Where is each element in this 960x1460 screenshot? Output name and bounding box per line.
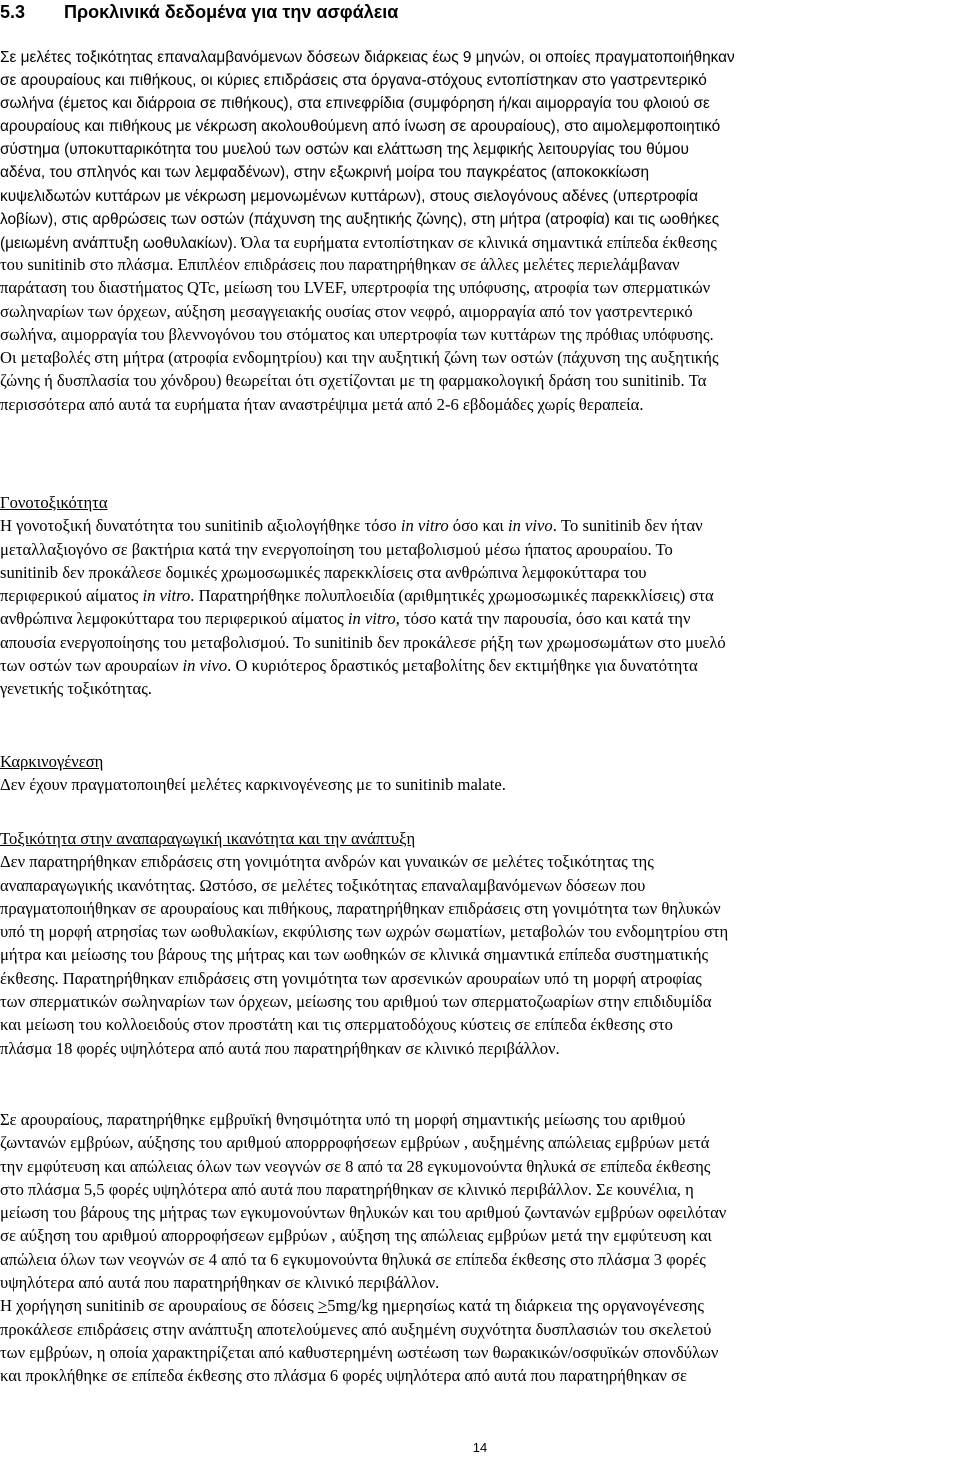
text-line: αδένα, του σπληνός και των λεμφαδένων), στην εξωκρινή μοίρα του παγκρέατος (αποκοκκίωση <box>0 164 650 182</box>
text-line: προκάλεσε επιδράσεις στην ανάπτυξη αποτελούμενες από αυξημένη συχνότητα δυσπλασιών του σκελετού <box>0 1319 712 1339</box>
text-line: παράταση του διαστήματος QTc, μείωση του LVEF, υπερτροφία της υπόφυσης, ατροφία των σπερματικών <box>0 278 711 298</box>
italic-term: in vivo <box>508 516 553 536</box>
section-number: 5.3 <box>0 2 26 22</box>
text-line: Οι μεταβολές στη μήτρα (ατροφία ενδομητρίου) και την αυξητική ζώνη των οστών (πάχυνση της αυξητικής <box>0 348 719 368</box>
dose-symbol: > <box>317 1296 328 1316</box>
text-line: στο πλάσμα 5,5 φορές υψηλότερα από αυτά που παρατηρήθηκαν σε κλινικό περιβάλλον. Σε κουνέλια, η <box>0 1179 694 1199</box>
text-segment: 5mg/kg ημερησίως κατά τη διάρκεια της οργανογένεσης <box>327 1296 704 1316</box>
text-line: σε αρουραίους και πιθήκους, οι κύριες επιδράσεις στα όργανα-στόχους εντοπίστηκαν στο γαστρεντερικό <box>0 72 707 90</box>
text-segment: των οστών των αρουραίων <box>0 656 183 676</box>
italic-term: in vitro <box>347 609 396 629</box>
text-line: σε αύξηση του αριθμού απορροφήσεων εμβρύων , αύξηση της απώλειας εμβρύων μετά την εμφύτευση και <box>0 1226 712 1246</box>
text-line: έκθεσης. Παρατηρήθηκαν επιδράσεις στη γονιμότητα των αρσενικών αρουραίων υπό τη μορφή ατροφίας <box>0 968 702 988</box>
section-title: Προκλινικά δεδομένα για την ασφάλεια <box>64 2 399 22</box>
italic-term: in vitro <box>400 516 449 536</box>
text-line: γενετικής τοξικότητας. <box>0 679 152 699</box>
text-line <box>0 584 960 607</box>
text-line: την εμφύτευση και απώλειας όλων των νεογνών σε 8 από τα 28 εγκυμονούντα θηλυκά σε επίπεδα έκθεσης <box>0 1156 711 1176</box>
text-line: Σε αρουραίους, παρατηρήθηκε εμβρυϊκή θνησιμότητα υπό τη μορφή σημαντικής μείωσης του αριθμού <box>0 1110 686 1129</box>
text-line: Δεν έχουν πραγματοποιηθεί μελέτες καρκινογένεσης με το sunitinib malate. <box>0 775 506 795</box>
text-line <box>0 1294 960 1317</box>
text-segment: . Το sunitinib δεν ήταν <box>552 516 703 536</box>
text-segment: ανθρώπινα λεμφοκύτταρα του περιφερικού αίματος <box>0 609 348 629</box>
carcinogenesis-heading: Καρκινογένεση <box>0 752 104 771</box>
text-segment: Η χορήγηση sunitinib σε αρουραίους σε δόσεις <box>0 1296 318 1316</box>
text-line-mixed <box>0 231 960 255</box>
text-line: σωλήνα (έμετος και διάρροια σε πιθήκους), στα επινεφρίδια (συμφόρηση ή/και αιμορραγία του φλοιού σε <box>0 95 710 113</box>
text-line: μήτρα και μείωσης του βάρους της μήτρας και των ωοθηκών σε κλινικά σημαντικά επίπεδα συστηματικής <box>0 945 709 965</box>
text-line: σωληναρίων των όρχεων, αύξηση μεσαγγειακής ουσίας στον νεφρό, αιμορραγία από τον γαστρεντερικό <box>0 301 693 321</box>
text-line: απώλεια όλων των νεογνών σε 4 από τα 6 εγκυμονούντα θηλυκά σε επίπεδα έκθεσης στο πλάσμα 3 φορές <box>0 1249 706 1269</box>
text-segment: . Ο κυριότερος δραστικός μεταβολίτης δεν εκτιμήθηκε για δυνατότητα <box>227 656 698 676</box>
text-line: απουσία ενεργοποίησης του μεταβολισμού. Το sunitinib δεν προκάλεσε ρήξη των χρωμοσωμάτων στο μυελό <box>0 632 726 652</box>
carcinogenesis-section <box>0 750 960 797</box>
paragraph-repeat-dose-toxicity <box>0 46 960 255</box>
text-segment: Όλα τα ευρήματα εντοπίστηκαν σε κλινικά σημαντικά επίπεδα έκθεσης <box>237 232 717 252</box>
reproductive-heading: Τοξικότητα στην αναπαραγωγική ικανότητα και την ανάπτυξη <box>0 829 416 848</box>
text-line: αρουραίους και πιθήκους με νέκρωση ακολουθούμενη από ίνωση σε αρουραίους), στο αιμολεμφοποιητικό <box>0 118 721 136</box>
text-line: πραγματοποιήθηκαν σε αρουραίους και πιθήκους, παρατηρήθηκαν επιδράσεις στη γονιμότητα των θηλυκών <box>0 898 721 918</box>
italic-term: in vitro <box>142 586 191 606</box>
text-segment: . Παρατηρήθηκε πολυπλοειδία (αριθμητικές χρωμοσωμικές παρεκκλίσεις) στα <box>190 586 714 606</box>
text-line: ζωντανών εμβρύων, αύξησης του αριθμού απορρροφήσεων εμβρύων , αυξημένης απώλειας εμβρύων μετά <box>0 1133 710 1153</box>
text-segment: Η γονοτοξική δυνατότητα του sunitinib αξιολογήθηκε τόσο <box>0 516 401 536</box>
text-line: sunitinib δεν προκάλεσε δομικές χρωμοσωμικές παρεκκλίσεις στα ανθρώπινα λεμφοκύτταρα του <box>0 562 647 582</box>
italic-term: in vivo <box>182 656 228 676</box>
paragraph-additional-effects <box>0 253 960 416</box>
genotoxicity-section <box>0 491 960 701</box>
text-segment: , τόσο κατά την παρουσία, όσο και κατά την <box>395 609 691 629</box>
reproductive-toxicity-section <box>0 827 960 1060</box>
text-line: λοβίων), στις αρθρώσεις των οστών (πάχυνση της αυξητικής ζώνης), στη μήτρα (ατροφία) και τις ωοθήκες <box>0 210 720 228</box>
text-line: υψηλότερα από αυτά που παρατηρήθηκαν σε κλινικό περιβάλλον. <box>0 1273 440 1293</box>
text-line: περισσότερα από αυτά τα ευρήματα ήταν αναστρέψιμα μετά από 2-6 εβδομάδες χωρίς θεραπεία. <box>0 394 644 414</box>
text-line: υπό τη μορφή ατρησίας των ωοθυλακίων, εκφύλισης των ωχρών σωματίων, μεταβολών του ενδομητρίου στη <box>0 922 729 942</box>
text-line: μείωση του βάρους της μήτρας των εγκυμονούντων θηλυκών και του αριθμού ζωντανών εμβρύων οφειλόταν <box>0 1203 727 1223</box>
text-line: των εμβρύων, η οποία χαρακτηρίζεται από καθυστερημένη ωστέωση των θωρακικών/οσφυϊκών σπονδύλων <box>0 1342 719 1362</box>
text-line: των σπερματικών σωληναρίων των όρχεων, μείωσης του αριθμού των σπερματοζωαρίων στην επιδιδυμίδα <box>0 992 712 1012</box>
text-line: σωλήνα, αιμορραγία του βλεννογόνου του στόματος και υπερτροφία των κυττάρων της πρόθιας υπόφυσης. <box>0 324 714 344</box>
text-line: του sunitinib στο πλάσμα. Επιπλέον επιδράσεις που παρατηρήθηκαν σε άλλες μελέτες περιελάμβαναν <box>0 255 680 274</box>
genotoxicity-heading: Γονοτοξικότητα <box>0 493 108 512</box>
text-line: μεταλλαξιογόνο σε βακτήρια κατά την ενεργοποίηση του μεταβολισμού μέσω ήπατος αρουραίου. Το <box>0 539 673 559</box>
text-line: Δεν παρατηρήθηκαν επιδράσεις στη γονιμότητα ανδρών και γυναικών σε μελέτες τοξικότητας της <box>0 852 654 872</box>
text-line: και μείωση του κολλοειδούς στον προστάτη και τις σπερματοδόχους κύστεις σε επίπεδα έκθεσης στο <box>0 1015 673 1035</box>
text-line: σύστημα (υποκυτταρικότητα του μυελού των οστών και ελάττωση της λεμφικής λειτουργίας του θύμου <box>0 141 689 159</box>
text-line: κυψελιδωτών κυττάρων με νέκρωση μεμονωμένων κυττάρων), στους σιελογόνους αδένες (υπερτροφία <box>0 187 698 205</box>
text-segment: περιφερικού αίματος <box>0 586 143 606</box>
section-heading <box>0 2 398 23</box>
text-segment: (μειωμένη ανάπτυξη ωοθυλακίων). <box>0 234 238 252</box>
page-number: 14 <box>472 1440 488 1455</box>
text-line: και προκλήθηκε σε επίπεδα έκθεσης στο πλάσμα 6 φορές υψηλότερα από αυτά που παρατηρήθηκαν σε <box>0 1366 687 1386</box>
text-line: πλάσμα 18 φορές υψηλότερα από αυτά που παρατηρήθηκαν σε κλινικό περιβάλλον. <box>0 1038 560 1058</box>
text-line <box>0 654 960 677</box>
embryo-toxicity-section <box>0 1108 960 1388</box>
text-line <box>0 607 960 630</box>
text-line: ζώνης ή δυσπλασία του χόνδρου) θεωρείται ότι σχετίζονται με τη φαρμακολογική δράση του sunitinib. Τα <box>0 371 707 391</box>
text-segment: όσο και <box>448 516 508 536</box>
text-line: Σε μελέτες τοξικότητας επαναλαμβανόμενων δόσεων διάρκειας έως 9 μηνών, οι οποίες πραγματοποιήθηκαν <box>0 49 735 66</box>
text-line: αναπαραγωγικής ικανότητας. Ωστόσο, σε μελέτες τοξικότητας επαναλαμβανόμενων δόσεων που <box>0 875 646 895</box>
text-line <box>0 514 960 537</box>
